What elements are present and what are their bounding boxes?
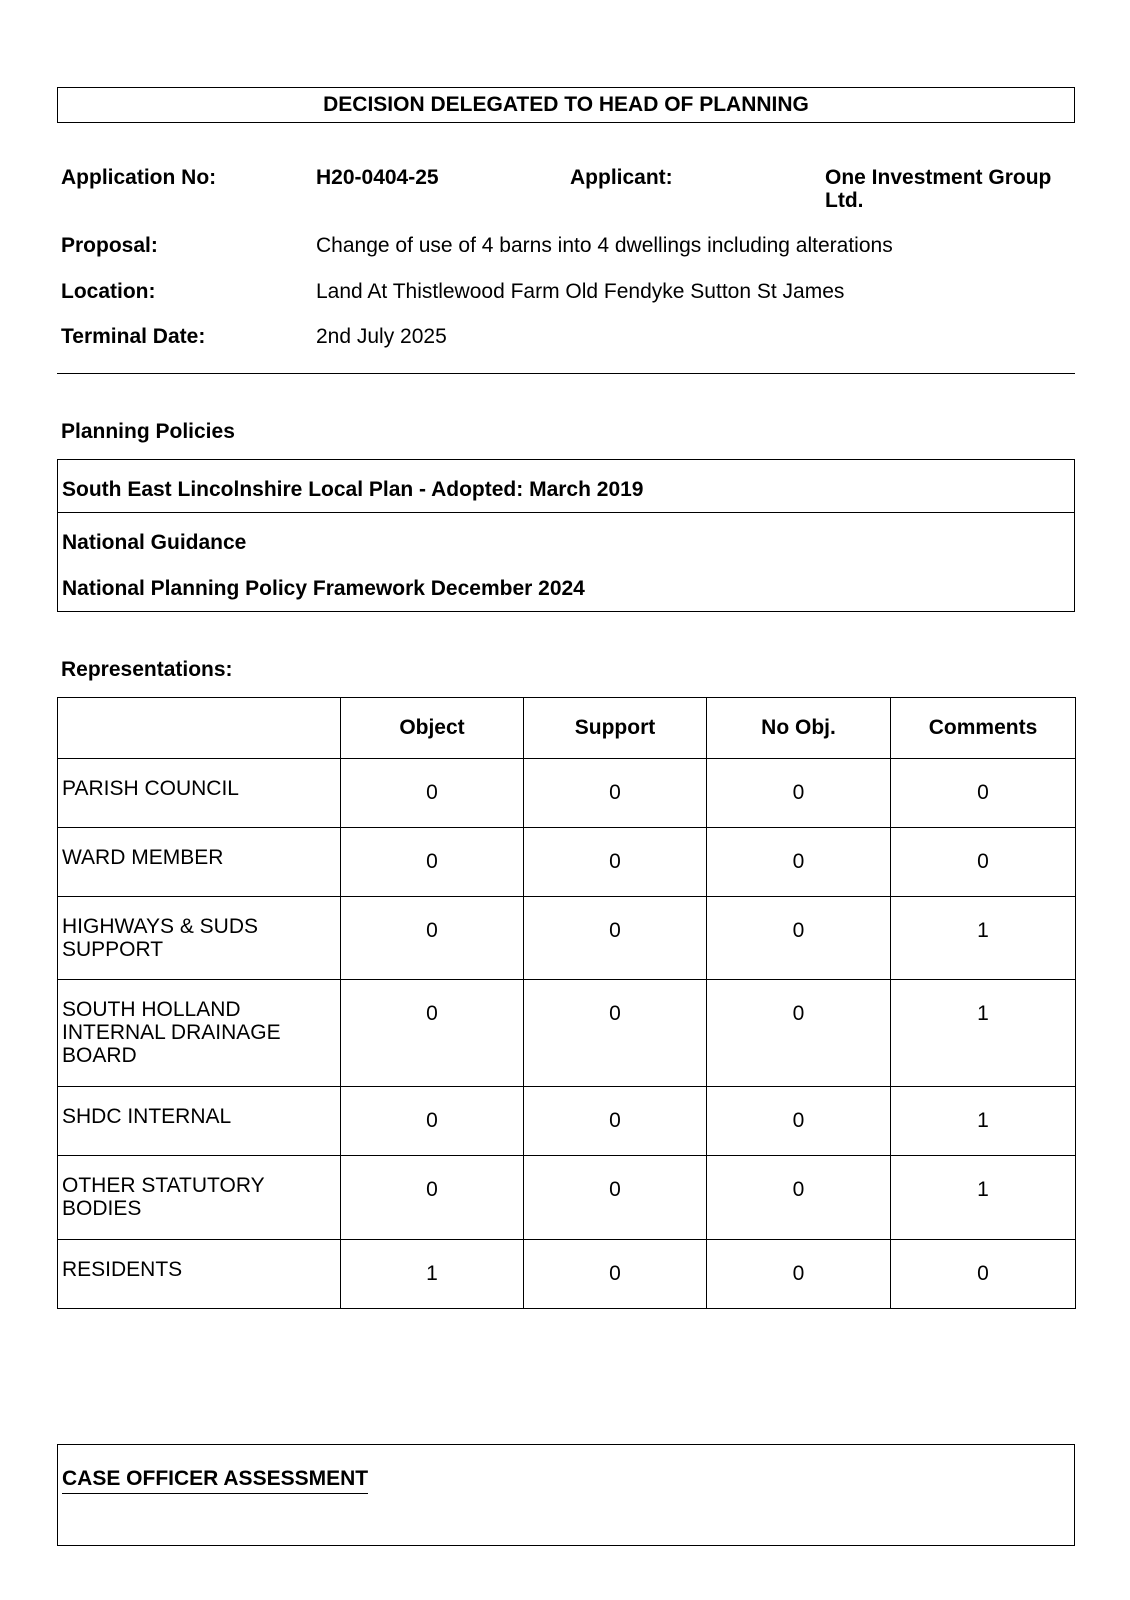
cell-comments: 1 — [891, 1087, 1076, 1156]
cell-support: 0 — [524, 759, 707, 828]
table-header-row — [58, 698, 1076, 759]
terminal-date-label: Terminal Date: — [61, 325, 206, 348]
cell-comments: 0 — [891, 1240, 1076, 1309]
row-name-line: INTERNAL DRAINAGE — [62, 1021, 281, 1044]
row-name-line: BOARD — [62, 1044, 137, 1067]
table-row — [58, 759, 1076, 828]
row-name-line: PARISH COUNCIL — [62, 777, 239, 800]
row-name — [58, 1156, 341, 1240]
case-officer-assessment-heading: CASE OFFICER ASSESSMENT — [62, 1467, 368, 1494]
row-name-line: OTHER STATUTORY — [62, 1174, 265, 1197]
cell-support: 0 — [524, 1156, 707, 1240]
row-name — [58, 897, 341, 980]
row-name-line: RESIDENTS — [62, 1258, 183, 1281]
cell-no-obj: 0 — [707, 759, 891, 828]
cell-comments: 1 — [891, 897, 1076, 980]
table-row — [58, 828, 1076, 897]
row-name — [58, 828, 341, 897]
table-row — [58, 1156, 1076, 1240]
document-title: DECISION DELEGATED TO HEAD OF PLANNING — [57, 87, 1075, 123]
location-label: Location: — [61, 280, 156, 303]
planning-policies-heading: Planning Policies — [61, 420, 235, 443]
cell-no-obj: 0 — [707, 897, 891, 980]
row-name — [58, 1087, 341, 1156]
local-plan-text: South East Lincolnshire Local Plan - Adopted: March 2019 — [62, 478, 644, 501]
proposal-value: Change of use of 4 barns into 4 dwellings including alterations — [316, 234, 893, 257]
cell-comments: 0 — [891, 828, 1076, 897]
cell-no-obj: 0 — [707, 1156, 891, 1240]
policies-divider — [58, 512, 1074, 513]
cell-no-obj: 0 — [707, 1087, 891, 1156]
cell-no-obj: 0 — [707, 980, 891, 1087]
cell-support: 0 — [524, 1087, 707, 1156]
cell-support: 0 — [524, 1240, 707, 1309]
table-row — [58, 1240, 1076, 1309]
row-name — [58, 980, 341, 1087]
cell-no-obj: 0 — [707, 828, 891, 897]
application-no-value: H20-0404-25 — [316, 166, 439, 189]
cell-support: 0 — [524, 828, 707, 897]
row-name-line: HIGHWAYS & SUDS — [62, 915, 259, 938]
column-header-comments: Comments — [891, 698, 1076, 759]
cell-object: 0 — [341, 1087, 524, 1156]
terminal-date-value: 2nd July 2025 — [316, 325, 447, 348]
column-header-object: Object — [341, 698, 524, 759]
cell-object: 0 — [341, 828, 524, 897]
cell-object: 0 — [341, 759, 524, 828]
row-name-line: WARD MEMBER — [62, 846, 224, 869]
national-guidance-heading: National Guidance — [62, 531, 247, 554]
nppf-text: National Planning Policy Framework December 2024 — [62, 577, 585, 600]
row-name-line: SUPPORT — [62, 938, 164, 961]
column-header-no-obj: No Obj. — [707, 698, 891, 759]
case-officer-assessment-box — [57, 1444, 1075, 1546]
table-row — [58, 1087, 1076, 1156]
applicant-label: Applicant: — [570, 166, 673, 189]
proposal-label: Proposal: — [61, 234, 158, 257]
cell-object: 0 — [341, 980, 524, 1087]
application-no-label: Application No: — [61, 166, 217, 189]
representations-table — [57, 697, 1076, 1309]
column-header-blank — [58, 698, 341, 759]
cell-no-obj: 0 — [707, 1240, 891, 1309]
row-name-line: SOUTH HOLLAND — [62, 998, 241, 1021]
cell-comments: 1 — [891, 980, 1076, 1087]
table-row — [58, 897, 1076, 980]
cell-support: 0 — [524, 897, 707, 980]
location-value: Land At Thistlewood Farm Old Fendyke Sutton St James — [316, 280, 845, 303]
table-row — [58, 980, 1076, 1087]
cell-comments: 1 — [891, 1156, 1076, 1240]
applicant-value — [825, 166, 1051, 212]
cell-object: 1 — [341, 1240, 524, 1309]
cell-object: 0 — [341, 897, 524, 980]
row-name — [58, 759, 341, 828]
section-divider — [57, 373, 1075, 374]
row-name — [58, 1240, 341, 1309]
column-header-support: Support — [524, 698, 707, 759]
applicant-line-2: Ltd. — [825, 189, 864, 212]
row-name-line: BODIES — [62, 1197, 142, 1220]
row-name-line: SHDC INTERNAL — [62, 1105, 232, 1128]
applicant-line-1: One Investment Group — [825, 166, 1052, 189]
cell-support: 0 — [524, 980, 707, 1087]
policies-box — [57, 459, 1075, 612]
cell-object: 0 — [341, 1156, 524, 1240]
representations-heading: Representations: — [61, 658, 233, 681]
cell-comments: 0 — [891, 759, 1076, 828]
